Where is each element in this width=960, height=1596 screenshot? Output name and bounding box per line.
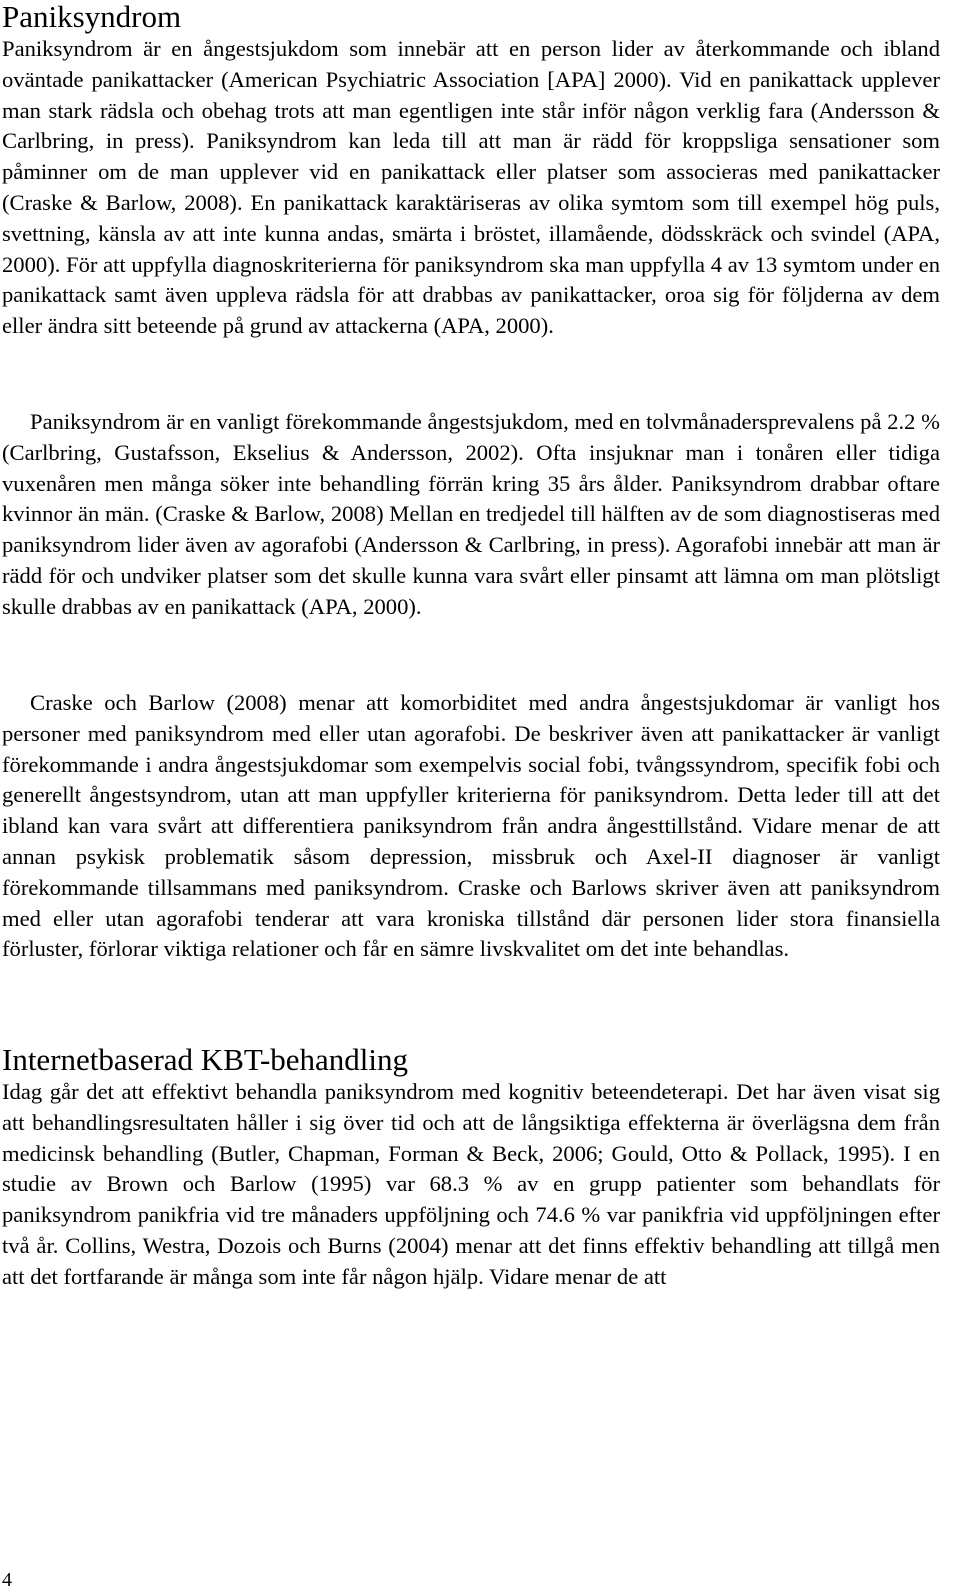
paragraph-prevalens: Paniksyndrom är en vanligt förekommande ångestsjukdom, med en tolvmånadersprevalens på 2.2 % (Carlbring, Gustafsson, Ekselius & Andersson, 2002). Ofta insjuknar man i tonåren eller tidiga vuxenåren men många söker inte behandling förrän kring 35 års ålder. Paniksyndrom drabbar oftare kvinnor än män. (Craske & Barlow, 2008) Mellan en tredjedel till hälften av de som diagnostiseras med paniksyndrom lider även av agorafobi (Andersson & Carlbring, in press). Agorafobi innebär att man är rädd för och undviker platser som det skulle kunna vara svårt eller pinsamt att lämna om man plötsligt skulle drabbas av en panikattack (APA, 2000). — [2, 409, 940, 619]
page-number: 4 — [2, 1569, 12, 1591]
paragraph-komorbiditet: Craske och Barlow (2008) menar att komorbiditet med andra ångestsjukdomar är vanligt hos personer med paniksyndrom med eller utan agorafobi. De beskriver även att panikattacker är vanligt förekommande i andra ångestsjukdomar som exempelvis social fobi, tvångssyndrom, specifik fobi och generellt ångestsyndrom, utan att man uppfyller kriterierna för paniksyndrom. Detta leder till att det ibland kan vara svårt att differentiera paniksyndrom från andra ångesttillstånd. Vidare menar de att annan psykisk problematik såsom depression, missbruk och Axel-II diagnoser är vanligt förekommande tillsammans med paniksyndrom. Craske och Barlows skriver även att paniksyndrom med eller utan agorafobi tenderar att vara kroniska tillstånd där personen lider stora finansiella förluster, förlorar viktiga relationer och får en sämre livskvalitet om det inte behandlas. — [2, 690, 940, 962]
section-heading-internetbaserad-kbt: Internetbaserad KBT-behandling — [2, 1042, 409, 1077]
paragraph-paniksyndrom-intro: Paniksyndrom är en ångestsjukdom som innebär att en person lider av återkommande och ibland oväntade panikattacker (American Psychiatric Association [APA] 2000). Vid en panikattack upplever man stark rädsla och obehag trots att man egentligen inte står inför någon verklig fara (Andersson & Carlbring, in press). Paniksyndrom kan leda till att man är rädd för kroppsliga sensationer som påminner om de man upplever vid en panikattack eller platser som associeras med panikattacker (Craske & Barlow, 2008). En panikattack karaktäriseras av olika symtom som till exempel hög puls, svettning, känsla av att inte kunna andas, smärta i bröstet, illamående, dödsskräck och svindel (APA, 2000). För att uppfylla diagnoskriterierna för paniksyndrom ska man uppfylla 4 av 13 symtom under en panikattack samt även uppleva rädsla för att drabbas av panikattacker, oroa sig för följderna av dem eller ändra sitt beteende på grund av attackerna (APA, 2000). — [2, 36, 940, 339]
paragraph-kbt-behandling: Idag går det att effektivt behandla paniksyndrom med kognitiv beteendeterapi. Det har även visat sig att behandlingsresultaten håller i sig över tid och att de långsiktiga effekterna är överlägsna dem från medicinsk behandling (Butler, Chapman, Forman & Beck, 2006; Gould, Otto & Pollack, 1995). I en studie av Brown och Barlow (1995) var 68.3 % av en grupp patienter som behandlats för paniksyndrom panikfria vid tre månaders uppföljning och 74.6 % var panikfria vid uppföljningen efter två år. Collins, Westra, Dozois och Burns (2004) menar att det finns effektiv behandling att tillgå men att det fortfarande är många som inte får någon hjälp. Vidare menar de att — [2, 1079, 940, 1289]
section-heading-paniksyndrom: Paniksyndrom — [2, 0, 182, 34]
